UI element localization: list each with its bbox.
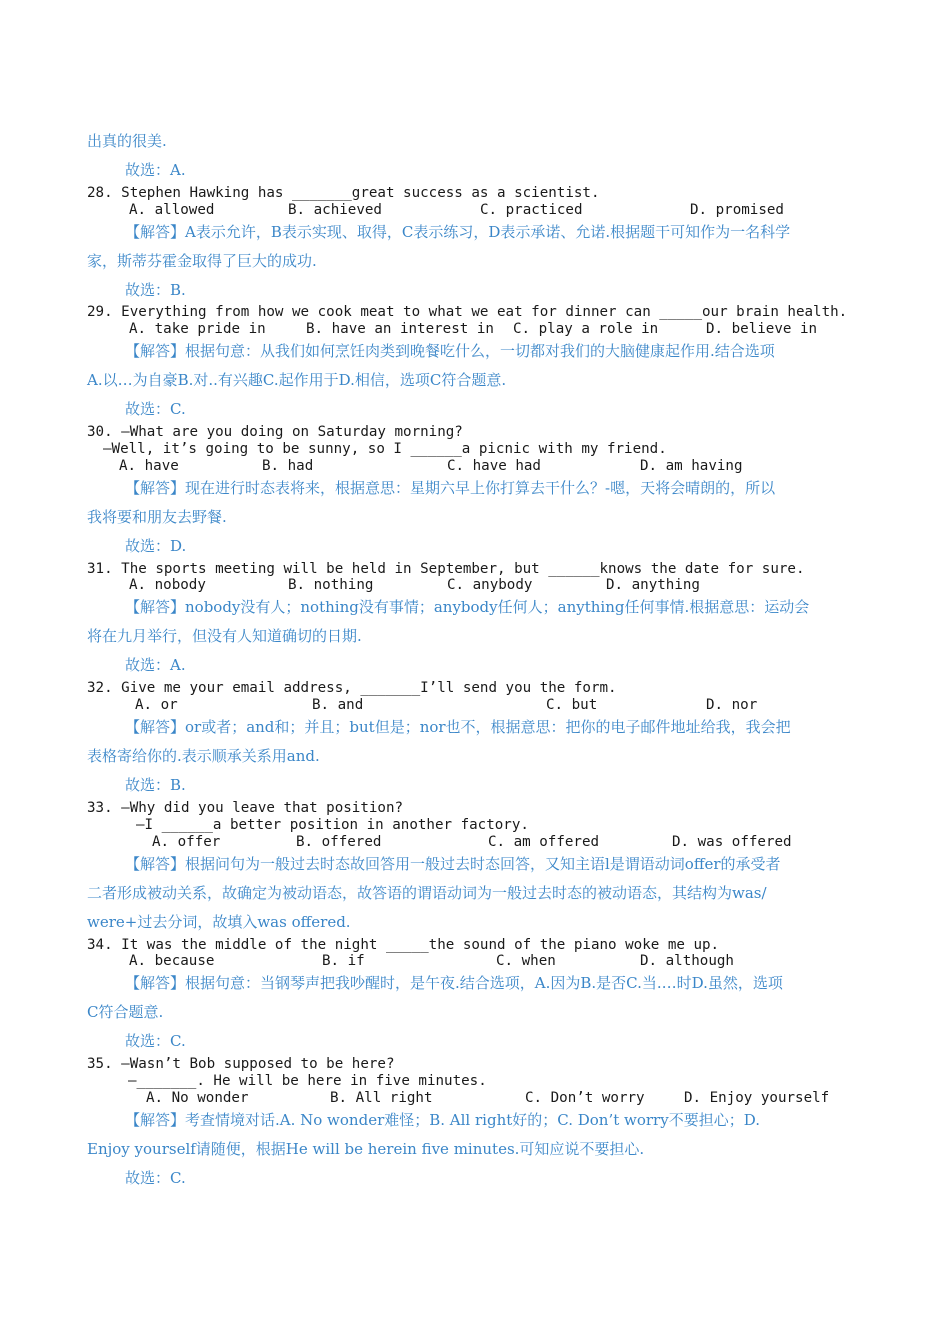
q28-option-d: D. promised — [690, 202, 784, 218]
q33-explanation-line3: were+过去分词，故填入was offered. — [87, 913, 351, 931]
q31-explanation-line1: 【解答】nobody没有人；nothing没有事情；anybody任何人；anything任何事情.根据意思：运动会 — [125, 598, 810, 616]
q33-stem: 33. —Why did you leave that position? — [87, 800, 404, 816]
q34-option-c: C. when — [496, 953, 556, 969]
q32-option-a: A. or — [135, 697, 178, 713]
q30-option-d: D. am having — [640, 458, 743, 474]
q28-explanation-line1: 【解答】A表示允许，B表示实现、取得，C表示练习，D表示承诺、允诺.根据题干可知作为一名科学 — [125, 223, 791, 241]
q29-explanation-line2: A.以…为自豪B.对..有兴趣C.起作用于D.相信，选项C符合题意. — [87, 371, 507, 389]
q34-option-b: B. if — [322, 953, 365, 969]
q32-explanation-line2: 表格寄给你的.表示顺承关系用and. — [87, 747, 320, 765]
q35-option-d: D. Enjoy yourself — [684, 1090, 830, 1106]
q29-option-a: A. take pride in — [129, 321, 266, 337]
q28-answer: 故选：B. — [125, 281, 186, 299]
q28-option-b: B. achieved — [288, 202, 382, 218]
q29-option-b: B. have an interest in — [306, 321, 494, 337]
q34-option-d: D. although — [640, 953, 734, 969]
q30-explanation-line1: 【解答】现在进行时态表将来，根据意思：星期六早上你打算去干什么？-嗯，天将会晴朗的，所以 — [125, 479, 776, 497]
q30-option-b: B. had — [262, 458, 314, 474]
q29-option-c: C. play a role in — [513, 321, 659, 337]
q34-explanation-line1: 【解答】根据句意：当钢琴声把我吵醒时，是午夜.结合选项，A.因为B.是否C.当.…时D.虽然，选项 — [125, 974, 783, 992]
q28-option-a: A. allowed — [129, 202, 215, 218]
q35-stem: 35. —Wasn’t Bob supposed to be here? — [87, 1056, 395, 1072]
q31-explanation-line2: 将在九月举行，但没有人知道确切的日期. — [87, 627, 362, 645]
q29-explanation-line1: 【解答】根据句意：从我们如何烹饪肉类到晚餐吃什么，一切都对我们的大脑健康起作用.结合选项 — [125, 342, 775, 360]
q31-option-d: D. anything — [606, 577, 700, 593]
q32-option-d: D. nor — [706, 697, 758, 713]
q32-option-c: C. but — [546, 697, 598, 713]
q34-answer: 故选：C. — [125, 1032, 186, 1050]
q28-stem: 28. Stephen Hawking has _______great success as a scientist. — [87, 185, 600, 201]
q35-stem-reply: —_______. He will be here in five minutes. — [128, 1073, 487, 1089]
q30-option-c: C. have had — [447, 458, 541, 474]
q31-answer: 故选：A. — [125, 656, 186, 674]
q33-option-c: C. am offered — [488, 834, 600, 850]
q33-option-b: B. offered — [296, 834, 382, 850]
q33-option-d: D. was offered — [672, 834, 792, 850]
q33-explanation-line1: 【解答】根据问句为一般过去时态故回答用一般过去时态回答，又知主语l是谓语动词offer的承受者 — [125, 855, 781, 873]
q31-option-c: C. anybody — [447, 577, 533, 593]
q29-stem: 29. Everything from how we cook meat to what we eat for dinner can _____our brain health. — [87, 304, 848, 320]
q31-stem: 31. The sports meeting will be held in September, but ______knows the date for sure. — [87, 561, 805, 577]
q29-option-d: D. believe in — [706, 321, 818, 337]
q35-answer: 故选：C. — [125, 1169, 186, 1187]
q34-explanation-line2: C符合题意. — [87, 1003, 164, 1021]
q31-option-a: A. nobody — [129, 577, 206, 593]
q35-explanation-line1: 【解答】考查情境对话.A. No wonder难怪；B. All right好的；C. Don’t worry不要担心；D. — [125, 1111, 760, 1129]
q32-stem: 32. Give me your email address, _______I’ll send you the form. — [87, 680, 617, 696]
q35-option-c: C. Don’t worry — [525, 1090, 645, 1106]
q34-option-a: A. because — [129, 953, 215, 969]
q28-explanation-line2: 家，斯蒂芬霍金取得了巨大的成功. — [87, 252, 317, 270]
q30-explanation-line2: 我将要和朋友去野餐. — [87, 508, 227, 526]
q30-stem-reply: —Well, it’s going to be sunny, so I ______a picnic with my friend. — [103, 441, 667, 457]
q30-stem: 30. —What are you doing on Saturday morning? — [87, 424, 463, 440]
q28-option-c: C. practiced — [480, 202, 583, 218]
prev-explanation-tail: 出真的很美. — [87, 132, 167, 150]
q30-answer: 故选：D. — [125, 537, 187, 555]
q34-stem: 34. It was the middle of the night _____the sound of the piano woke me up. — [87, 937, 720, 953]
q35-option-b: B. All right — [330, 1090, 433, 1106]
q33-option-a: A. offer — [152, 834, 221, 850]
q35-explanation-line2: Enjoy yourself请随便，根据He will be herein five minutes.可知应说不要担心. — [87, 1140, 645, 1158]
q33-explanation-line2: 二者形成被动关系，故确定为被动语态，故答语的谓语动词为一般过去时态的被动语态，其结构为was/ — [87, 884, 767, 902]
q30-option-a: A. have — [119, 458, 179, 474]
q35-option-a: A. No wonder — [146, 1090, 249, 1106]
prev-answer: 故选：A. — [125, 161, 186, 179]
q32-explanation-line1: 【解答】or或者；and和；并且；but但是；nor也不，根据意思：把你的电子邮件地址给我，我会把 — [125, 718, 791, 736]
q32-option-b: B. and — [312, 697, 364, 713]
q31-option-b: B. nothing — [288, 577, 374, 593]
q29-answer: 故选：C. — [125, 400, 186, 418]
q33-stem-reply: —I ______a better position in another factory. — [136, 817, 529, 833]
q32-answer: 故选：B. — [125, 776, 186, 794]
